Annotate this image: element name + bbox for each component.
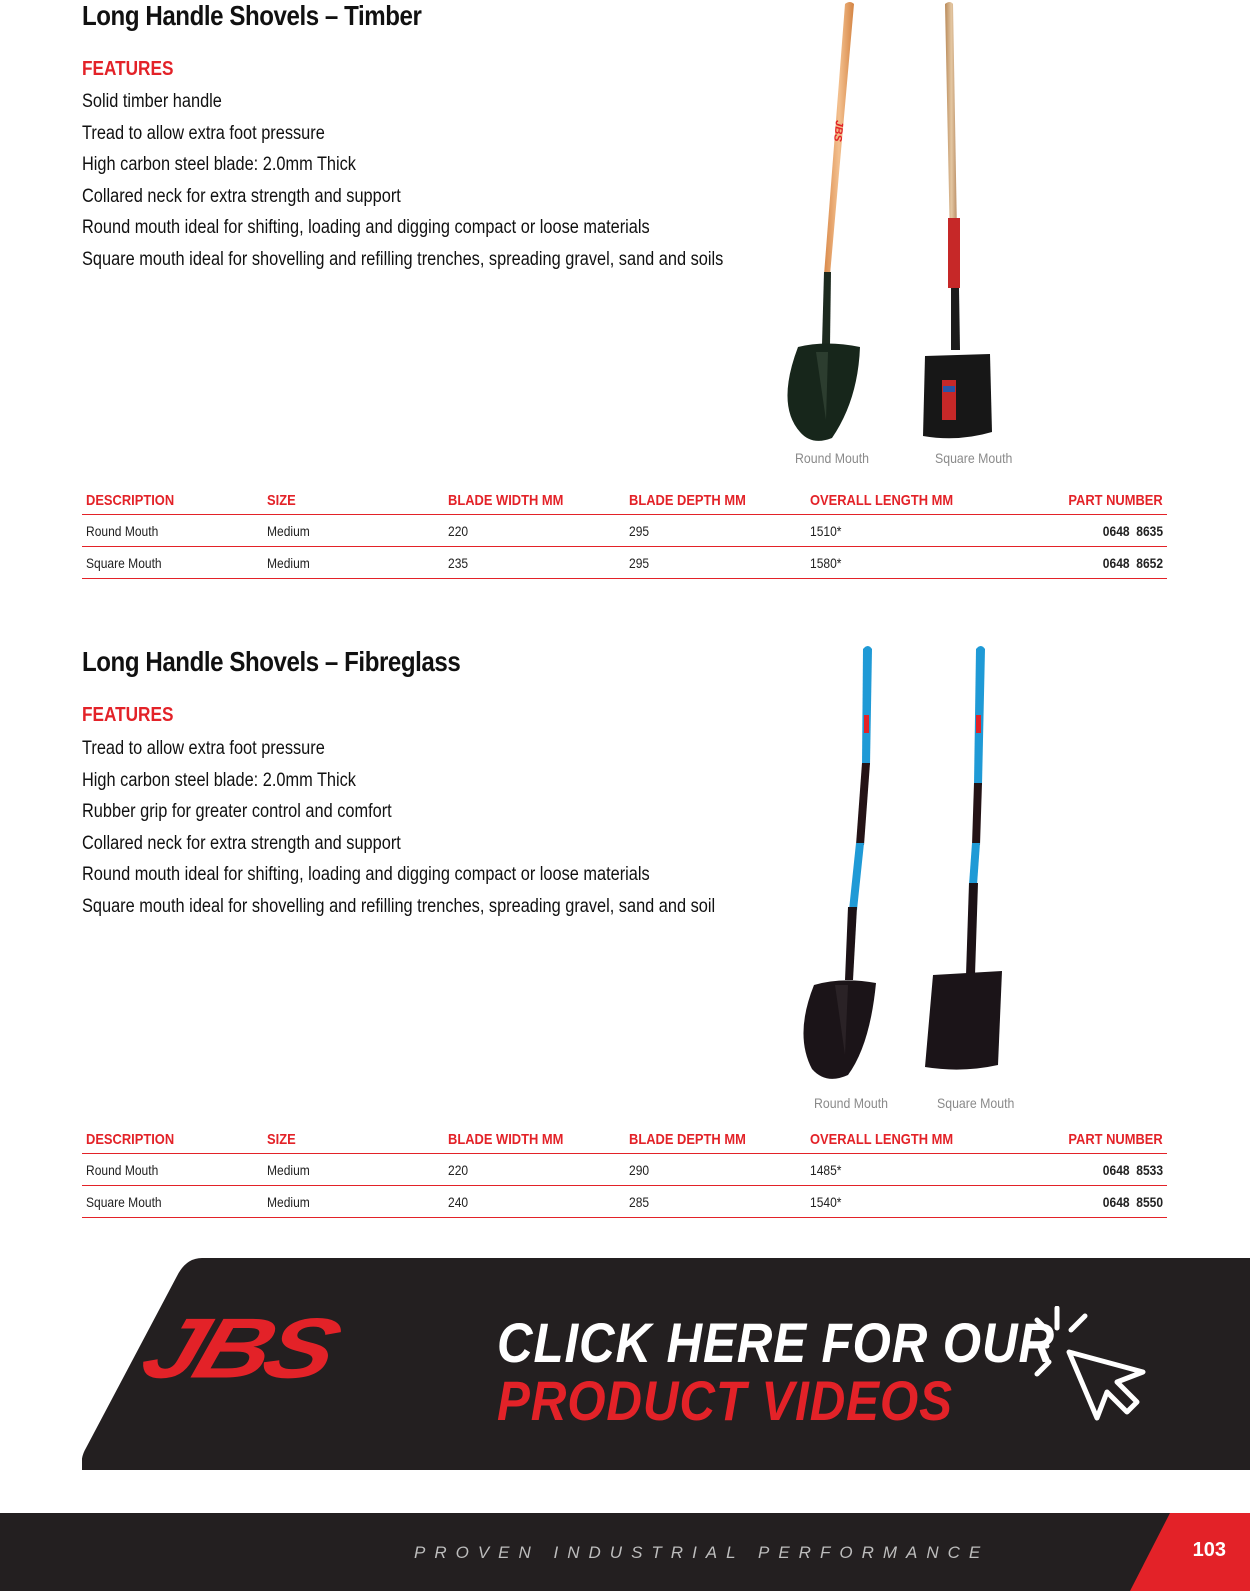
page-number-tab [1130,1513,1250,1591]
cell-text: Medium [267,555,310,571]
col-header [987,1125,1167,1154]
cell-text: Square Mouth [86,555,162,571]
feature-item: Tread to allow extra foot pressure [82,738,325,759]
col-header [444,1125,625,1154]
features-heading: FEATURES [82,704,174,726]
cell-text: Round Mouth [86,523,159,539]
col-header-label: OVERALL LENGTH MM [810,1131,954,1148]
table-cell [263,1186,444,1218]
round-mouth-fibreglass-shovel [803,646,876,1079]
table-cell [806,1186,987,1218]
handle-brand-logo: JBS [831,119,845,143]
part-number: 0648 8635 [1102,523,1163,539]
part-number: 0648 8652 [1102,555,1163,571]
cell-text: 295 [629,523,650,539]
col-header-label: SIZE [267,492,296,509]
feature-item: High carbon steel blade: 2.0mm Thick [82,769,356,791]
banner-cta-line1: CLICK HERE FOR OUR [497,1311,1055,1374]
col-header-label: BLADE DEPTH MM [629,492,746,509]
fibreglass-shovels-image [790,645,1030,1090]
feature-item: Round mouth ideal for shifting, loading and digging compact or loose materials [82,217,650,238]
cell-text: Medium [267,1194,310,1210]
cell-text: 1580* [810,555,842,571]
cell-text: 220 [448,523,469,539]
cell-text: 1510* [810,523,842,539]
col-header [806,1125,987,1154]
cell-text: 295 [629,555,650,571]
col-header-label: DESCRIPTION [86,1131,175,1148]
col-header-label: DESCRIPTION [86,492,175,509]
feature-item: Rubber grip for greater control and comfort [82,801,392,822]
table-header-row [82,1125,1167,1154]
cell-text: 285 [629,1194,650,1210]
feature-item: Collared neck for extra strength and support [82,185,401,207]
col-header [625,1125,806,1154]
table-row [82,1154,1167,1186]
feature-item: Solid timber handle [82,91,222,112]
table-cell [82,1186,263,1218]
part-number-cell [987,1186,1167,1218]
table-cell [444,1186,625,1218]
col-header-label: BLADE WIDTH MM [448,1131,564,1148]
spec-table [82,1125,1167,1218]
cell-text: 1485* [810,1162,842,1178]
table-cell [625,1186,806,1218]
image-label-square-mouth: Square Mouth [937,1095,1015,1111]
feature-item: High carbon steel blade: 2.0mm Thick [82,154,356,175]
part-number: 0648 8550 [1102,1194,1163,1210]
cell-text: Medium [267,1162,310,1178]
features-list [82,733,818,922]
cell-text: 220 [448,1162,469,1178]
col-header-label: PART NUMBER [1068,492,1163,509]
col-header-label: BLADE DEPTH MM [629,1131,746,1148]
table-cell [82,1154,263,1186]
cell-text: 290 [629,1162,650,1178]
feature-item: Collared neck for extra strength and support [82,832,401,854]
product-videos-banner-link[interactable] [82,1258,1250,1470]
table-cell [625,1154,806,1186]
table-cell [444,1154,625,1186]
cell-text: Square Mouth [86,1194,162,1210]
cell-text: 240 [448,1194,469,1210]
image-label-round-mouth: Round Mouth [795,450,869,466]
col-header-label: PART NUMBER [1068,1131,1163,1148]
feature-item: Square mouth ideal for shovelling and refilling trenches, spreading gravel, sand and soils [82,248,724,270]
feature-item: Tread to allow extra foot pressure [82,122,325,144]
col-header-label: BLADE WIDTH MM [448,492,564,509]
cell-text: 235 [448,555,469,571]
part-number-cell [987,1154,1167,1186]
col-header-label: SIZE [267,1131,296,1148]
col-header [82,1125,263,1154]
feature-item: Square mouth ideal for shovelling and refilling trenches, spreading gravel, sand and soil [82,895,716,917]
features-heading: FEATURES [82,58,174,80]
square-mouth-fibreglass-shovel [925,646,1002,1070]
banner-cta-line2: PRODUCT VIDEOS [497,1369,953,1432]
cell-text: 1540* [810,1194,842,1210]
table-cell [263,1154,444,1186]
cell-text: Medium [267,523,310,539]
page-number: 103 [1192,1539,1226,1561]
table-cell [806,1154,987,1186]
table-row [82,1186,1167,1218]
image-label-square-mouth: Square Mouth [935,450,1013,466]
part-number: 0648 8533 [1102,1162,1163,1178]
section-title: Long Handle Shovels – Timber [82,0,422,31]
col-header [263,1125,444,1154]
feature-item: Round mouth ideal for shifting, loading and digging compact or loose materials [82,864,650,885]
jbs-logo: JBS [130,1301,346,1397]
click-cursor-icon [1027,1306,1157,1426]
cell-text: Round Mouth [86,1162,159,1178]
section-title: Long Handle Shovels – Fibreglass [82,646,461,677]
image-label-round-mouth: Round Mouth [814,1095,888,1111]
page-footer [0,1513,1250,1591]
col-header-label: OVERALL LENGTH MM [810,492,954,509]
footer-tagline: PROVEN INDUSTRIAL PERFORMANCE [414,1543,990,1562]
